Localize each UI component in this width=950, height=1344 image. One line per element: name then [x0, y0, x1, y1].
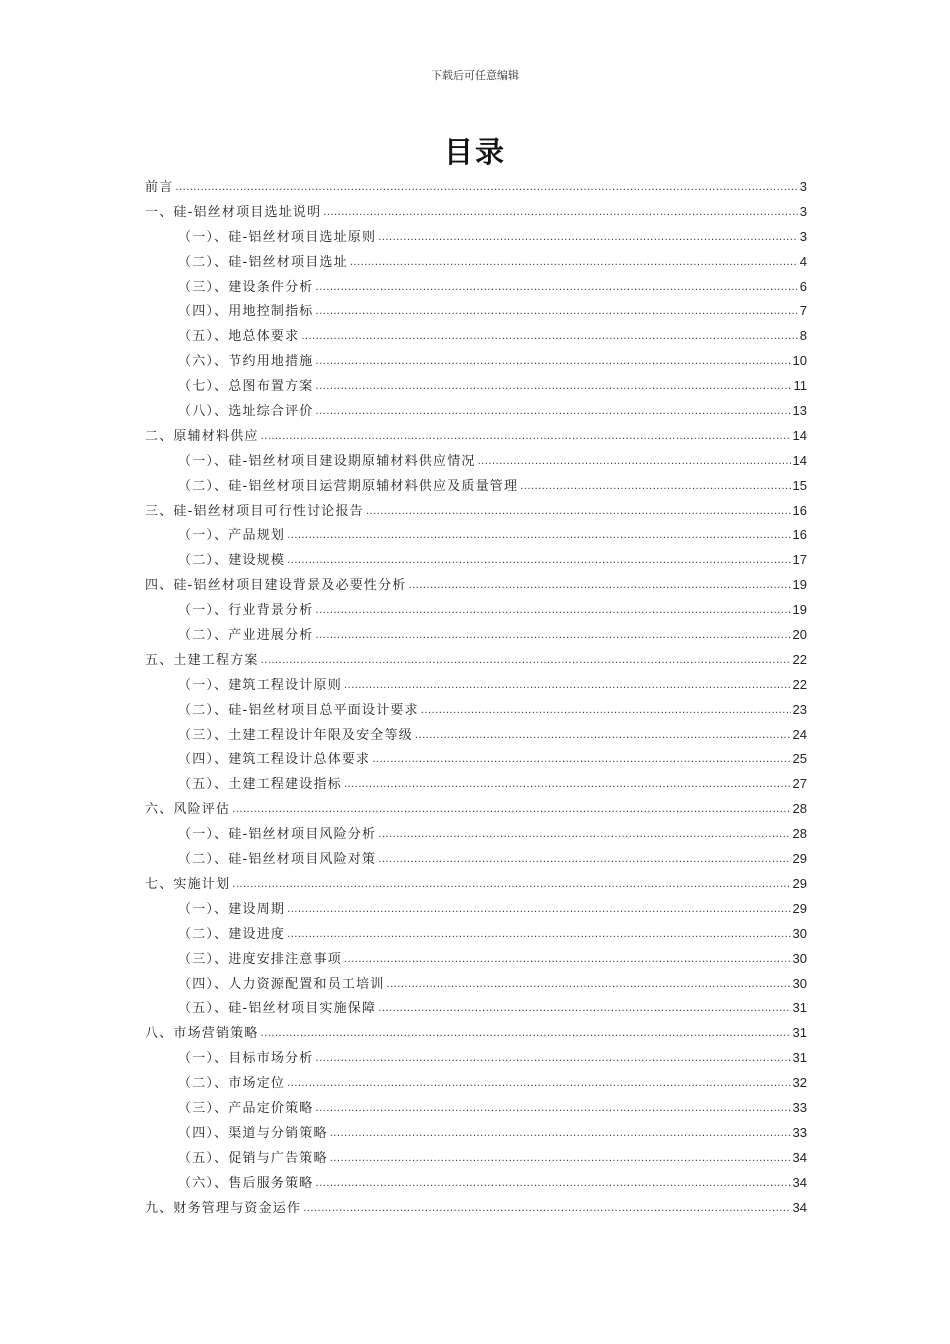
dot-leader — [344, 772, 791, 798]
dot-leader — [378, 996, 790, 1022]
toc-section-entry[interactable] — [145, 698, 807, 723]
dot-leader — [378, 847, 790, 873]
toc-page-number: 24 — [792, 726, 807, 742]
toc-page-number: 6 — [799, 278, 807, 294]
toc-section-entry[interactable] — [145, 1121, 807, 1146]
toc-section-entry[interactable] — [145, 673, 807, 698]
toc-page-number: 11 — [793, 378, 807, 394]
toc-section-entry[interactable] — [145, 548, 807, 573]
toc-entry-label: （二）、硅-铝丝材项目运营期原辅材料供应及质量管理 — [178, 478, 519, 494]
toc-section-entry[interactable] — [145, 349, 807, 374]
toc-page-number: 3 — [799, 203, 807, 219]
dot-leader — [409, 573, 791, 599]
toc-chapter-entry[interactable] — [145, 200, 807, 225]
toc-entry-label: （五）、促销与广告策略 — [178, 1150, 328, 1166]
dot-leader — [287, 523, 790, 549]
toc-entry-label: （二）、硅-铝丝材项目总平面设计要求 — [178, 702, 419, 718]
toc-entry-label: （六）、节约用地措施 — [178, 354, 314, 370]
toc-page-number: 28 — [792, 826, 807, 842]
dot-leader — [415, 723, 791, 749]
toc-entry-label: 前言 — [145, 180, 174, 195]
dot-leader — [232, 872, 790, 898]
toc-section-entry[interactable] — [145, 299, 807, 324]
dot-leader — [520, 474, 790, 500]
toc-section-entry[interactable] — [145, 523, 807, 548]
toc-section-entry[interactable] — [145, 1146, 807, 1171]
dot-leader — [287, 1071, 790, 1097]
toc-section-entry[interactable] — [145, 399, 807, 424]
toc-entry-label: （六）、售后服务策略 — [178, 1175, 314, 1191]
toc-entry-label: （三）、产品定价策略 — [178, 1100, 314, 1116]
toc-page-number: 13 — [792, 403, 807, 419]
dot-leader — [175, 175, 797, 201]
toc-chapter-entry[interactable] — [145, 648, 807, 673]
toc-page-number: 16 — [792, 502, 807, 518]
toc-entry-label: （四）、人力资源配置和员工培训 — [178, 976, 385, 992]
toc-page-number: 4 — [799, 253, 807, 269]
toc-section-entry[interactable] — [145, 275, 807, 300]
toc-section-entry[interactable] — [145, 1046, 807, 1071]
toc-page-number: 30 — [792, 925, 807, 941]
toc-entry-label: （八）、选址综合评价 — [178, 404, 314, 420]
dot-leader — [287, 922, 790, 948]
dot-leader — [344, 673, 791, 699]
toc-page-number: 30 — [792, 950, 807, 966]
toc-entry-label: 一、硅-铝丝材项目选址说明 — [145, 204, 322, 220]
toc-section-entry[interactable] — [145, 598, 807, 623]
dot-leader — [232, 797, 790, 823]
toc-chapter-entry[interactable] — [145, 175, 807, 200]
toc-page-number: 29 — [792, 851, 807, 867]
dot-leader — [316, 374, 792, 400]
toc-section-entry[interactable] — [145, 623, 807, 648]
toc-section-entry[interactable] — [145, 947, 807, 972]
toc-chapter-entry[interactable] — [145, 872, 807, 897]
toc-section-entry[interactable] — [145, 822, 807, 847]
dot-leader — [316, 1096, 791, 1122]
toc-section-entry[interactable] — [145, 374, 807, 399]
toc-section-entry[interactable] — [145, 847, 807, 872]
toc-entry-label: （一）、建设周期 — [178, 901, 286, 917]
toc-section-entry[interactable] — [145, 1071, 807, 1096]
dot-leader — [387, 972, 791, 998]
toc-page-number: 15 — [792, 477, 807, 493]
toc-entry-label: 九、财务管理与资金运作 — [145, 1200, 302, 1216]
toc-page-number: 3 — [799, 228, 807, 244]
toc-entry-label: 八、市场营销策略 — [145, 1026, 259, 1042]
toc-entry-label: （二）、建设进度 — [178, 926, 286, 942]
toc-page-number: 29 — [792, 900, 807, 916]
toc-entry-label: （四）、用地控制指标 — [178, 304, 314, 320]
toc-entry-label: （五）、土建工程建设指标 — [178, 777, 342, 793]
toc-section-entry[interactable] — [145, 324, 807, 349]
toc-entry-label: （一）、目标市场分析 — [178, 1051, 314, 1067]
dot-leader — [316, 299, 798, 325]
toc-entry-label: （一）、硅-铝丝材项目风险分析 — [178, 827, 377, 843]
dot-leader — [261, 1021, 791, 1047]
toc-page-number: 27 — [792, 776, 807, 792]
toc-page-number: 33 — [792, 1099, 807, 1115]
toc-entry-label: 七、实施计划 — [145, 876, 231, 892]
toc-page-number: 22 — [792, 676, 807, 692]
toc-section-entry[interactable] — [145, 772, 807, 797]
toc-chapter-entry[interactable] — [145, 499, 807, 524]
toc-entry-label: （二）、硅-铝丝材项目风险对策 — [178, 852, 377, 868]
dot-leader — [478, 449, 791, 475]
toc-section-entry[interactable] — [145, 474, 807, 499]
dot-leader — [316, 598, 791, 624]
toc-section-entry[interactable] — [145, 922, 807, 947]
toc-entry-label: （三）、进度安排注意事项 — [178, 951, 342, 967]
dot-leader — [378, 822, 790, 848]
toc-page-number: 7 — [799, 303, 807, 319]
toc-section-entry[interactable] — [145, 250, 807, 275]
dot-leader — [421, 698, 791, 724]
dot-leader — [378, 225, 798, 251]
dot-leader — [316, 1171, 791, 1197]
toc-page-number: 16 — [792, 527, 807, 543]
toc-page-number: 31 — [792, 1000, 807, 1016]
toc-entry-label: 二、原辅材料供应 — [145, 428, 259, 444]
toc-entry-label: （二）、建设规模 — [178, 553, 286, 569]
toc-page-number: 22 — [792, 651, 807, 667]
table-of-contents — [145, 175, 807, 1220]
toc-page-number: 8 — [799, 328, 807, 344]
toc-page-number: 23 — [792, 701, 807, 717]
dot-leader — [344, 947, 791, 973]
toc-section-entry[interactable] — [145, 972, 807, 997]
dot-leader — [261, 648, 791, 674]
toc-entry-label: （四）、建筑工程设计总体要求 — [178, 752, 371, 768]
dot-leader — [372, 747, 790, 773]
page-title: 目录 — [443, 135, 506, 169]
toc-page-number: 31 — [792, 1050, 807, 1066]
toc-entry-label: （一）、硅-铝丝材项目选址原则 — [178, 229, 377, 245]
toc-entry-label: 三、硅-铝丝材项目可行性讨论报告 — [145, 503, 364, 519]
header-note: 下载后可任意编辑 — [431, 69, 519, 82]
toc-page-number: 34 — [792, 1199, 807, 1215]
dot-leader — [350, 250, 798, 276]
toc-page-number: 31 — [792, 1025, 807, 1041]
toc-page-number: 32 — [792, 1075, 807, 1091]
toc-entry-label: （五）、硅-铝丝材项目实施保障 — [178, 1001, 377, 1017]
toc-section-entry[interactable] — [145, 1171, 807, 1196]
toc-section-entry[interactable] — [145, 996, 807, 1021]
toc-page-number: 30 — [792, 975, 807, 991]
toc-section-entry[interactable] — [145, 225, 807, 250]
dot-leader — [316, 275, 798, 301]
toc-entry-label: 五、土建工程方案 — [145, 652, 259, 668]
toc-entry-label: （五）、地总体要求 — [178, 329, 300, 345]
dot-leader — [287, 548, 790, 574]
toc-page-number: 17 — [792, 552, 807, 568]
toc-page-number: 10 — [792, 353, 807, 369]
toc-page-number: 28 — [792, 801, 807, 817]
toc-page-number: 33 — [792, 1124, 807, 1140]
toc-page-number: 14 — [792, 427, 807, 443]
toc-chapter-entry[interactable] — [145, 573, 807, 598]
toc-chapter-entry[interactable] — [145, 797, 807, 822]
toc-entry-label: （一）、建筑工程设计原则 — [178, 677, 342, 693]
dot-leader — [366, 499, 791, 525]
dot-leader — [287, 897, 790, 923]
dot-leader — [330, 1121, 791, 1147]
toc-page-number: 34 — [792, 1149, 807, 1165]
toc-entry-label: （二）、产业进展分析 — [178, 628, 314, 644]
toc-entry-label: （四）、渠道与分销策略 — [178, 1125, 328, 1141]
dot-leader — [261, 424, 791, 450]
toc-entry-label: （二）、市场定位 — [178, 1076, 286, 1092]
dot-leader — [316, 399, 791, 425]
toc-page-number: 14 — [792, 452, 807, 468]
toc-page-number: 29 — [792, 875, 807, 891]
toc-entry-label: 六、风险评估 — [145, 802, 231, 818]
dot-leader — [316, 349, 791, 375]
toc-page-number: 34 — [792, 1174, 807, 1190]
toc-page-number: 3 — [799, 179, 807, 194]
toc-page-number: 19 — [792, 602, 807, 618]
dot-leader — [316, 1046, 791, 1072]
toc-entry-label: （七）、总图布置方案 — [178, 379, 314, 395]
dot-leader — [303, 1196, 790, 1222]
dot-leader — [316, 623, 791, 649]
toc-section-entry[interactable] — [145, 723, 807, 748]
toc-chapter-entry[interactable] — [145, 1196, 807, 1221]
toc-section-entry[interactable] — [145, 1096, 807, 1121]
toc-section-entry[interactable] — [145, 747, 807, 772]
toc-section-entry[interactable] — [145, 897, 807, 922]
toc-entry-label: （一）、产品规划 — [178, 528, 286, 544]
toc-chapter-entry[interactable] — [145, 424, 807, 449]
toc-entry-label: （一）、硅-铝丝材项目建设期原辅材料供应情况 — [178, 453, 476, 469]
toc-entry-label: 四、硅-铝丝材项目建设背景及必要性分析 — [145, 578, 407, 594]
dot-leader — [330, 1146, 791, 1172]
dot-leader — [301, 324, 797, 350]
toc-section-entry[interactable] — [145, 449, 807, 474]
toc-entry-label: （一）、行业背景分析 — [178, 603, 314, 619]
toc-page-number: 19 — [792, 577, 807, 593]
toc-page-number: 25 — [792, 751, 807, 767]
toc-entry-label: （三）、建设条件分析 — [178, 279, 314, 295]
dot-leader — [323, 200, 797, 226]
toc-page-number: 20 — [792, 627, 807, 643]
toc-entry-label: （二）、硅-铝丝材项目选址 — [178, 254, 348, 270]
toc-entry-label: （三）、土建工程设计年限及安全等级 — [178, 727, 413, 743]
toc-chapter-entry[interactable] — [145, 1021, 807, 1046]
